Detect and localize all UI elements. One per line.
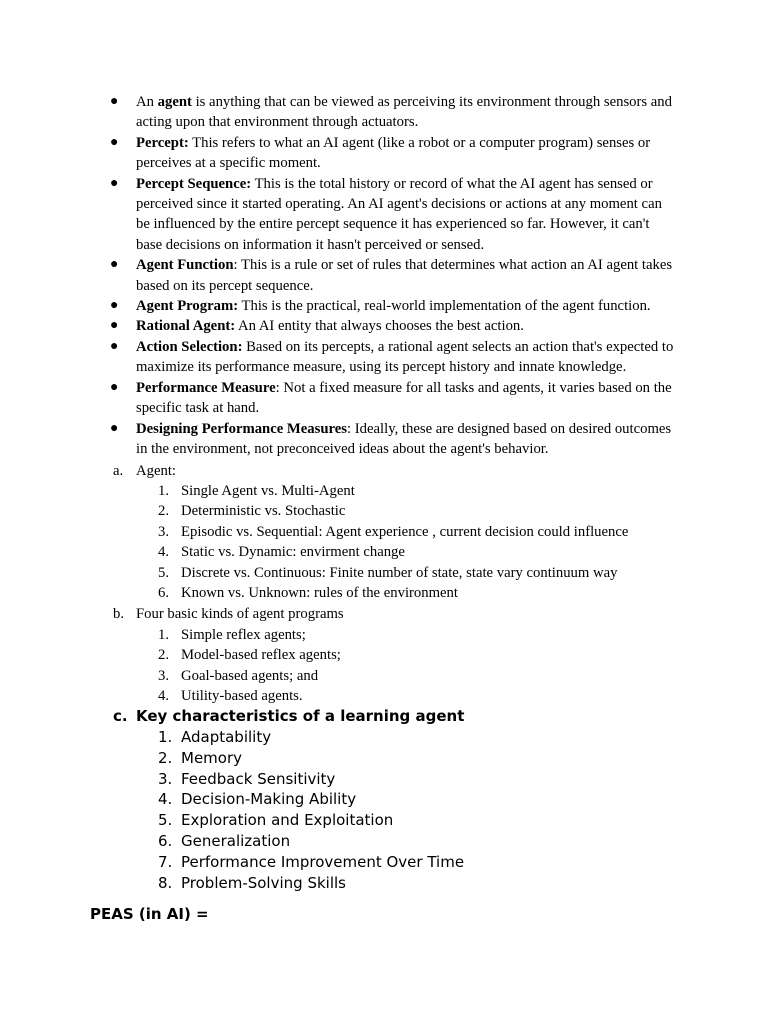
list-item: 7. Performance Improvement Over Time bbox=[158, 852, 465, 871]
item-text: is anything that can be viewed as perceiving its environment through sensors and acting upon that environment through actuators. bbox=[136, 94, 672, 131]
section-c-list bbox=[0, 727, 768, 893]
section-title: Key characteristics of a learning agent bbox=[136, 707, 465, 725]
list-item bbox=[0, 378, 676, 419]
item-term: Agent Program: bbox=[136, 298, 239, 315]
item-text: Based on its percepts, a rational agent selects an action that's expected to maximize its performance measure, using its percept history and innate knowledge. bbox=[136, 338, 674, 376]
list-item: 3. Feedback Sensitivity bbox=[158, 769, 336, 788]
list-item: 4. Static vs. Dynamic: envirment change bbox=[158, 544, 405, 561]
item-text: This refers to what an AI agent (like a robot or a computer program) senses or perceives at a specific moment. bbox=[136, 134, 651, 172]
item-term: Percept: bbox=[136, 134, 189, 151]
list-item: 2. Memory bbox=[158, 748, 243, 767]
list-item: 4. Utility-based agents. bbox=[158, 688, 303, 705]
list-item: 1. Simple reflex agents; bbox=[158, 627, 306, 643]
list-item bbox=[0, 255, 676, 296]
item-term: Percept Sequence: bbox=[136, 175, 252, 192]
list-item: 3. Episodic vs. Sequential: Agent experience , current decision could influence bbox=[158, 523, 629, 540]
item-text: : Not a fixed measure for all tasks and agents, it varies based on the specific task at hand. bbox=[136, 379, 672, 417]
list-item: 5. Discrete vs. Continuous: Finite number of state, state vary continuum way bbox=[158, 564, 618, 581]
item-term: Performance Measure bbox=[136, 379, 276, 396]
list-item bbox=[0, 337, 676, 378]
list-item bbox=[0, 316, 676, 336]
item-term: Rational Agent: bbox=[136, 318, 236, 335]
list-item bbox=[0, 419, 676, 460]
bullet-icon: ● bbox=[110, 379, 119, 395]
item-text: This is the practical, real-world implementation of the agent function. bbox=[238, 298, 651, 315]
item-term: Action Selection: bbox=[136, 338, 243, 355]
bullet-icon: ● bbox=[110, 257, 119, 273]
list-item: 6. Known vs. Unknown: rules of the environment bbox=[158, 584, 458, 601]
bullet-icon: ● bbox=[110, 134, 119, 150]
item-text: : This is a rule or set of rules that determines what action an AI agent takes based on its percept sequence. bbox=[136, 257, 673, 294]
list-item: 1. Adaptability bbox=[158, 728, 272, 746]
bullet-icon: ● bbox=[110, 420, 119, 436]
item-text: An AI entity that always chooses the best action. bbox=[235, 318, 524, 335]
section-marker: a. bbox=[113, 463, 124, 479]
list-item: 4. Decision-Making Ability bbox=[158, 790, 357, 809]
list-item: 2. Deterministic vs. Stochastic bbox=[158, 503, 346, 520]
section-marker: b. bbox=[113, 606, 125, 622]
item-text: : Ideally, these are designed based on desired outcomes in the environment, not preconceived ideas about the agent's behavior. bbox=[136, 420, 672, 457]
list-item: 8. Problem-Solving Skills bbox=[158, 873, 346, 892]
section-b-list bbox=[0, 625, 768, 707]
peas-heading: PEAS (in AI) = bbox=[90, 905, 209, 923]
bullet-icon: ● bbox=[110, 298, 119, 314]
bullet-icon: ● bbox=[110, 318, 119, 334]
item-prefix: An bbox=[136, 94, 158, 110]
list-item: 6. Generalization bbox=[158, 831, 291, 850]
list-item bbox=[0, 174, 676, 256]
list-item: 3. Goal-based agents; and bbox=[158, 667, 319, 684]
item-term: Designing Performance Measures bbox=[136, 420, 348, 437]
section-marker: c. bbox=[113, 707, 128, 725]
section-a-list bbox=[0, 481, 768, 603]
list-item: 1. Single Agent vs. Multi-Agent bbox=[158, 483, 355, 499]
item-term: agent bbox=[157, 94, 192, 110]
item-term: Agent Function bbox=[136, 257, 234, 274]
list-item bbox=[0, 92, 676, 133]
bullet-icon: ● bbox=[110, 94, 119, 109]
list-item: 5. Exploration and Exploitation bbox=[158, 811, 394, 830]
section-title: Agent: bbox=[136, 463, 176, 479]
bullet-icon: ● bbox=[110, 175, 119, 191]
bullet-icon: ● bbox=[110, 338, 119, 354]
list-item: 2. Model-based reflex agents; bbox=[158, 647, 341, 664]
list-item bbox=[0, 133, 676, 174]
list-item bbox=[0, 296, 676, 316]
definitions-list bbox=[0, 92, 768, 459]
section-title: Four basic kinds of agent programs bbox=[136, 606, 344, 622]
item-text: This is the total history or record of what the AI agent has sensed or perceived since it started operating. An AI agent's decisions or actions at any moment can be influenced by the entire percept sequence it has experienced so far. However, it can't base decisions on information it hasn't perceived or sensed. bbox=[136, 175, 662, 253]
